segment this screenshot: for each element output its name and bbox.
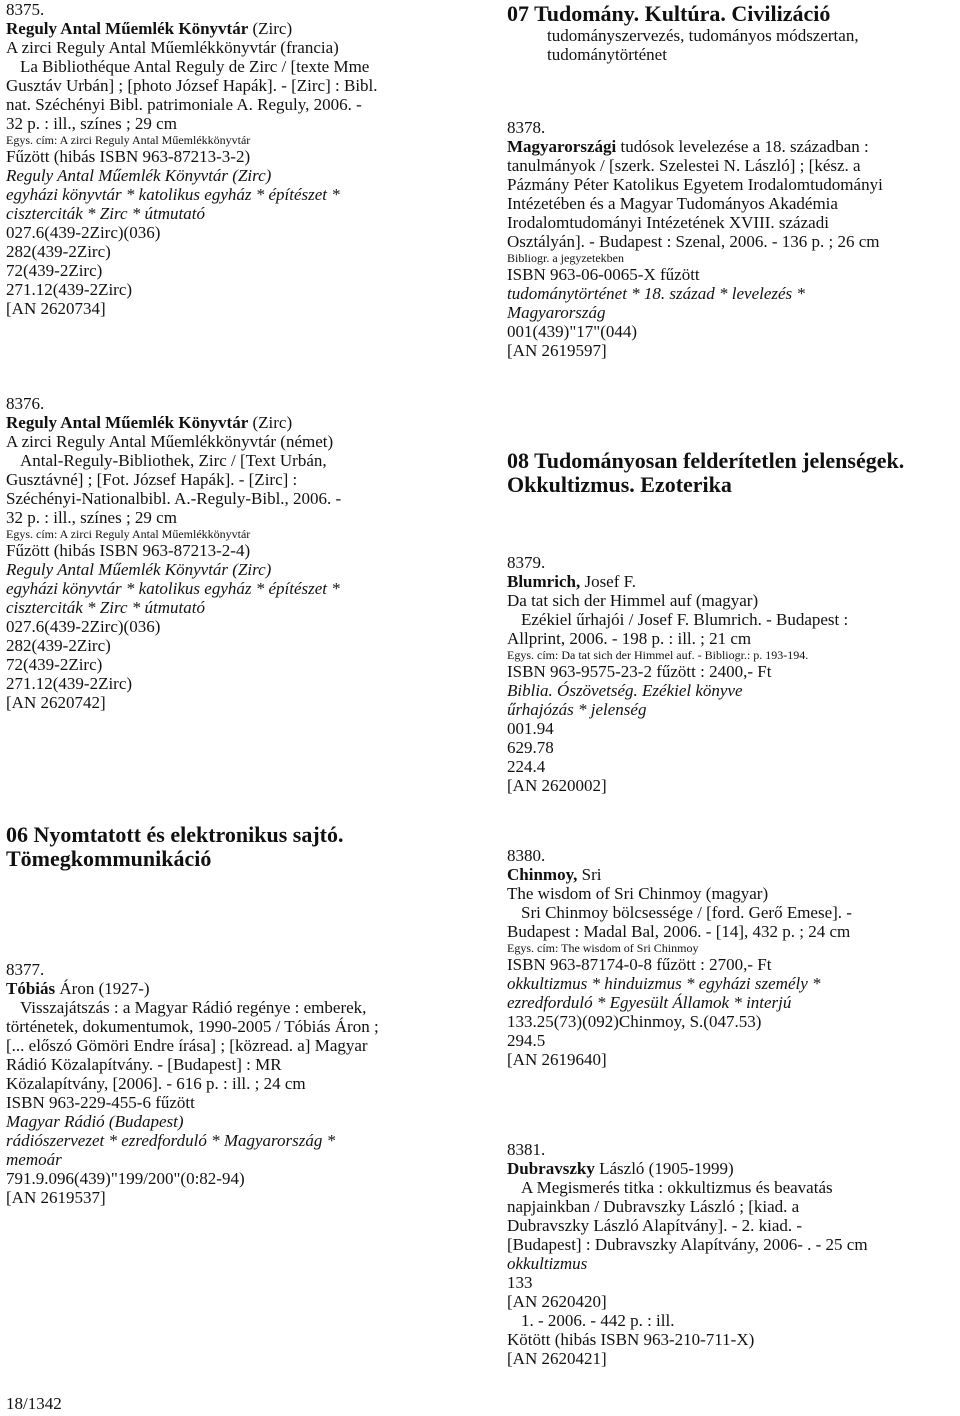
entry-volume: 1. - 2006. - 442 p. : ill. [521,1311,675,1330]
entry-heading [6,979,379,998]
section-title: 08 Tudományosan felderítetlen jelenségek. [507,448,905,473]
entry-note: Egys. cím: A zirci Reguly Antal Műemlékkönyvtár [6,133,251,147]
entry-classification: 001.94 [507,719,554,738]
entry-title-line: napjainkban / Dubravszky László ; [kiad. a [507,1197,800,1216]
entry-number: 8381. [507,1140,546,1159]
entry-accession-number: [AN 2620421] [507,1349,607,1368]
entry-subject: Magyar Rádió (Budapest) [6,1112,184,1131]
entry-heading [507,1159,868,1178]
entry-uniform-title: The wisdom of Sri Chinmoy (magyar) [507,884,769,903]
entry-author-qualifier: Sri [577,865,602,884]
section-title: 06 Nyomtatott és elektronikus sajtó. [6,822,344,847]
entry-title-rest: tudósok levelezése a 18. században : [616,137,869,156]
entry-heading [507,865,852,884]
entry-number: 8375. [6,0,45,19]
entry-physical-description: Osztályán]. - Budapest : Szenal, 2006. - 136 p. ; 26 cm [507,232,880,251]
entry-number: 8378. [507,118,546,137]
entry-classification: 791.9.096(439)"199/200"(0:82-94) [6,1169,245,1188]
entry-subject: Reguly Antal Műemlék Könyvtár (Zirc) [6,560,272,579]
catalog-entry-8376 [6,394,341,712]
entry-classification: 027.6(439-2Zirc)(036) [6,223,161,242]
entry-title-lead: Magyarországi [507,137,617,156]
entry-note: Egys. cím: Da tat sich der Himmel auf. - Bibliogr.: p. 193-194. [507,648,809,662]
catalog-entry-8381 [507,1140,868,1368]
entry-description-line: Pázmány Péter Katolikus Egyetem Irodalomtudományi [507,175,883,194]
entry-author-qualifier: (Zirc) [248,413,293,432]
entry-title-line: Ezékiel űrhajói / Josef F. Blumrich. - Budapest : [521,610,849,629]
entry-keywords: egyházi könyvtár * katolikus egyház * építészet * [6,579,340,598]
page-number: 18/1342 [6,1394,62,1413]
entry-keywords: ciszterciták * Zirc * útmutató [6,598,205,617]
entry-note: Egys. cím: The wisdom of Sri Chinmoy [507,941,699,955]
entry-title-line: A zirci Reguly Antal Műemlékkönyvtár (német) [6,432,334,451]
section-title: 07 Tudomány. Kultúra. Civilizáció [507,1,831,26]
entry-keywords: rádiószervezet * ezredforduló * Magyarország * [6,1131,336,1150]
entry-keywords: űrhajózás * jelenség [507,700,647,719]
entry-description-line: [Budapest] : Dubravszky Alapítvány, 2006- . - 25 cm [507,1235,868,1254]
entry-description-line: Rádió Közalapítvány. - [Budapest] : MR [6,1055,282,1074]
section-heading-07 [507,2,859,64]
entry-binding: Fűzött (hibás ISBN 963-87213-2-4) [6,541,251,560]
entry-keywords: Magyarország [507,303,606,322]
catalog-entry-8379 [507,553,848,795]
entry-binding: Fűzött (hibás ISBN 963-87213-3-2) [6,147,251,166]
entry-title-line: A zirci Reguly Antal Műemlékkönyvtár (francia) [6,38,339,57]
entry-classification: 133.25(73)(092)Chinmoy, S.(047.53) [507,1012,762,1031]
entry-physical-description: 32 p. : ill., színes ; 29 cm [6,508,177,527]
entry-keywords: memoár [6,1150,62,1169]
entry-title-line: La Bibliothéque Antal Reguly de Zirc / [texte Mme [20,57,370,76]
entry-accession-number: [AN 2620742] [6,693,106,712]
section-heading-08 [507,449,904,497]
catalog-entry-8378 [507,118,883,360]
entry-title-line: tanulmányok / [szerk. Szelestei N. László] ; [kész. a [507,156,861,175]
entry-classification: 282(439-2Zirc) [6,242,111,261]
entry-description-line: Gusztávné] ; [Fot. József Hapák]. - [Zirc] : [6,470,298,489]
entry-number: 8377. [6,960,45,979]
entry-classification: 224.4 [507,757,546,776]
entry-accession-number: [AN 2619597] [507,341,607,360]
entry-author-qualifier: Áron (1927-) [55,979,150,998]
entry-physical-description: Allprint, 2006. - 198 p. : ill. ; 21 cm [507,629,752,648]
entry-classification: 027.6(439-2Zirc)(036) [6,617,161,636]
entry-isbn: ISBN 963-229-455-6 fűzött [6,1093,195,1112]
section-heading-06 [6,823,344,871]
entry-note: Egys. cím: A zirci Reguly Antal Műemlékkönyvtár [6,527,251,541]
entry-accession-number: [AN 2619537] [6,1188,106,1207]
entry-keywords: ciszterciták * Zirc * útmutató [6,204,205,223]
entry-physical-description: Budapest : Madal Bal, 2006. - [14], 432 p. ; 24 cm [507,922,851,941]
entry-keywords: tudománytörténet * 18. század * levelezés * [507,284,805,303]
entry-title-line: A Megismerés titka : okkultizmus és beavatás [521,1178,833,1197]
entry-author-qualifier: László (1905-1999) [594,1159,734,1178]
entry-subject: Biblia. Ószövetség. Ezékiel könyve [507,681,743,700]
entry-classification: 294.5 [507,1031,546,1050]
entry-note: Bibliogr. a jegyzetekben [507,251,624,265]
entry-heading [6,19,378,38]
entry-classification: 271.12(439-2Zirc) [6,280,133,299]
entry-isbn: ISBN 963-9575-23-2 fűzött : 2400,- Ft [507,662,772,681]
entry-classification: 72(439-2Zirc) [6,655,103,674]
entry-number: 8376. [6,394,45,413]
entry-number: 8380. [507,846,546,865]
entry-keywords: okkultizmus [507,1254,588,1273]
section-title: Tömegkommunikáció [6,846,212,871]
catalog-entry-8377 [6,960,379,1207]
section-subtitle: tudománytörténet [547,45,667,64]
entry-physical-description: 32 p. : ill., színes ; 29 cm [6,114,177,133]
entry-keywords: ezredforduló * Egyesült Államok * interjú [507,993,792,1012]
entry-title-line: Sri Chinmoy bölcsessége / [ford. Gerő Emese]. - [521,903,852,922]
entry-binding: Kötött (hibás ISBN 963-210-711-X) [507,1330,755,1349]
entry-description-line: Gusztáv Urbán] ; [photo József Hapák]. - [Zirc] : Bibl. [6,76,378,95]
entry-author-qualifier: (Zirc) [248,19,293,38]
entry-keywords: egyházi könyvtár * katolikus egyház * építészet * [6,185,340,204]
entry-subject: Reguly Antal Műemlék Könyvtár (Zirc) [6,166,272,185]
entry-keywords: okkultizmus * hinduizmus * egyházi személy * [507,974,821,993]
entry-description-line: nat. Széchényi Bibl. patrimoniale A. Reguly, 2006. - [6,95,362,114]
section-title: Okkultizmus. Ezoterika [507,472,732,497]
entry-description-line: Dubravszky László Alapítvány]. - 2. kiad. - [507,1216,803,1235]
entry-accession-number: [AN 2620734] [6,299,106,318]
entry-physical-description: Közalapítvány, [2006]. - 616 p. : ill. ; 24 cm [6,1074,306,1093]
entry-classification: 72(439-2Zirc) [6,261,103,280]
entry-author: Dubravszky [507,1159,595,1178]
entry-description-line: [... előszó Gömöri Endre írása] ; [közread. a] Magyar [6,1036,368,1055]
catalog-entry-8375 [6,0,378,318]
entry-accession-number: [AN 2619640] [507,1050,607,1069]
entry-classification: 001(439)"17"(044) [507,322,638,341]
entry-classification: 271.12(439-2Zirc) [6,674,133,693]
entry-uniform-title: Da tat sich der Himmel auf (magyar) [507,591,759,610]
entry-accession-number: [AN 2620420] [507,1292,607,1311]
entry-classification: 629.78 [507,738,554,757]
entry-title-line: Antal-Reguly-Bibliothek, Zirc / [Text Urbán, [20,451,327,470]
entry-heading [6,413,341,432]
entry-isbn: ISBN 963-87174-0-8 fűzött : 2700,- Ft [507,955,772,974]
section-subtitle: tudományszervezés, tudományos módszertan, [547,26,859,45]
entry-author: Chinmoy, [507,865,578,884]
entry-author-qualifier: Josef F. [580,572,636,591]
entry-isbn: ISBN 963-06-0065-X fűzött [507,265,700,284]
entry-description-line: Széchényi-Nationalbibl. A.-Reguly-Bibl., 2006. - [6,489,342,508]
entry-author: Tóbiás [6,979,56,998]
entry-description-line: Intézetében és a Magyar Tudományos Akadémia [507,194,838,213]
entry-title-line: történetek, dokumentumok, 1990-2005 / Tóbiás Áron ; [6,1017,379,1036]
entry-classification: 133 [507,1273,533,1292]
entry-author: Blumrich, [507,572,581,591]
entry-heading [507,572,848,591]
entry-classification: 282(439-2Zirc) [6,636,111,655]
entry-number: 8379. [507,553,546,572]
entry-author: Reguly Antal Műemlék Könyvtár [6,19,249,38]
entry-description-line: Irodalomtudományi Intézetének XVIII. századi [507,213,829,232]
entry-accession-number: [AN 2620002] [507,776,607,795]
entry-author: Reguly Antal Műemlék Könyvtár [6,413,249,432]
entry-title-line: Visszajátszás : a Magyar Rádió regénye : emberek, [20,998,367,1017]
entry-heading [507,137,883,156]
catalog-entry-8380 [507,846,852,1069]
